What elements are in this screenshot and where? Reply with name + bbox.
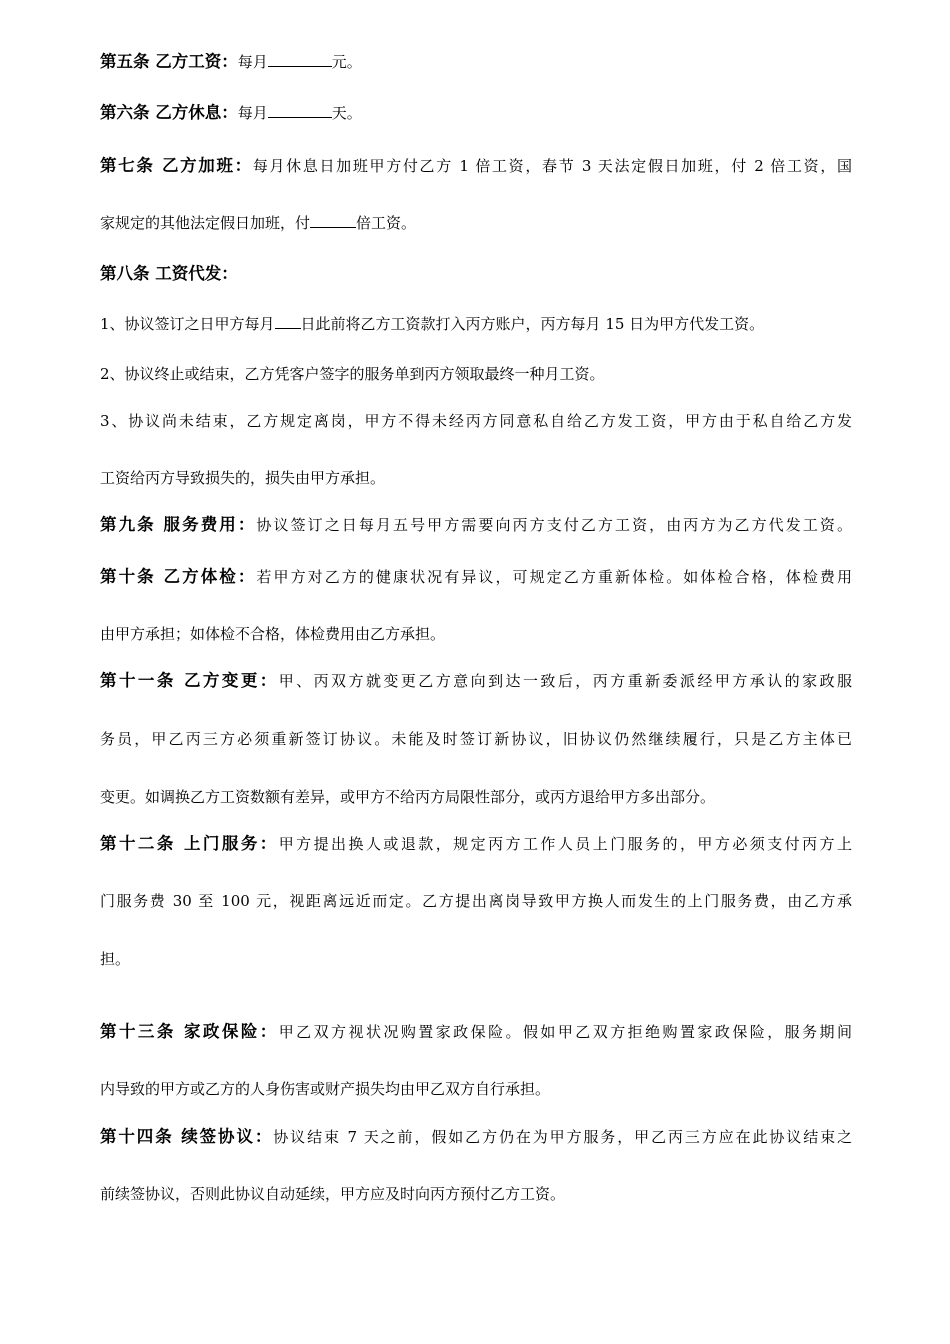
article-11-line-2: 务员，甲乙丙三方必须重新签订协议。未能及时签订新协议，旧协议仍然继续履行，只是乙方主体已 <box>100 730 852 748</box>
article-14-line-2: 前续签协议，否则此协议自动延续，甲方应及时向丙方预付乙方工资。 <box>100 1185 566 1203</box>
article-14-line-1 <box>100 1127 852 1147</box>
article-7-text-1: 每月休息日加班甲方付乙方 1 倍工资，春节 3 天法定假日加班，付 2 倍工资，国 <box>252 157 852 175</box>
overtime-multiplier-blank <box>310 213 356 228</box>
article-8-item-1a: 1、协议签订之日甲方每月 <box>100 315 275 333</box>
article-6-text-1: 每月 <box>237 104 268 122</box>
transfer-day-blank <box>275 314 301 329</box>
article-12-text-1: 甲方提出换人或退款，规定丙方工作人员上门服务的，甲方必须支付丙方上 <box>278 835 852 853</box>
article-7-text-2b: 倍工资。 <box>356 214 417 232</box>
article-10-line-2: 由甲方承担；如体检不合格，体检费用由乙方承担。 <box>100 625 446 643</box>
article-8 <box>100 264 852 284</box>
article-5-text-1: 每月 <box>237 53 268 71</box>
article-8-item-3-line-2: 工资给丙方导致损失的，损失由甲方承担。 <box>100 469 386 487</box>
article-14-text-1: 协议结束 7 天之前，假如乙方仍在为甲方服务，甲乙丙三方应在此协议结束之 <box>273 1128 852 1146</box>
salary-blank <box>268 52 332 67</box>
article-6-text-2: 天。 <box>331 104 362 122</box>
article-7-title: 第七条 乙方加班： <box>100 156 253 175</box>
article-13-title: 第十三条 家政保险： <box>100 1022 279 1041</box>
article-8-item-2: 2、协议终止或结束，乙方凭客户签字的服务单到丙方领取最终一种月工资。 <box>100 365 605 383</box>
article-12-title: 第十二条 上门服务： <box>100 834 279 853</box>
article-12-line-3: 担。 <box>100 950 131 968</box>
article-11-line-3: 变更。如调换乙方工资数额有差异，或甲方不给丙方局限性部分，或丙方退给甲方多出部分。 <box>100 788 716 806</box>
article-11-text-1: 甲、丙双方就变更乙方意向到达一致后，丙方重新委派经甲方承认的家政服 <box>278 672 852 690</box>
article-10-line-1 <box>100 567 852 587</box>
article-11-title: 第十一条 乙方变更： <box>100 671 279 690</box>
article-13-line-1 <box>100 1022 852 1042</box>
article-8-item-3-line-1: 3、协议尚未结束，乙方规定离岗，甲方不得未经丙方同意私自给乙方发工资，甲方由于私自给乙方发 <box>100 412 852 430</box>
article-5-title: 第五条 乙方工资： <box>100 52 238 71</box>
article-6 <box>100 103 852 123</box>
article-8-item-1 <box>100 314 852 334</box>
article-5-text-2: 元。 <box>331 53 362 71</box>
article-12-line-1 <box>100 834 852 854</box>
article-9 <box>100 515 852 535</box>
article-7-line-2 <box>100 213 852 233</box>
rest-days-blank <box>268 103 332 118</box>
article-12-line-2: 门服务费 30 至 100 元，视距离远近而定。乙方提出离岗导致甲方换人而发生的上门服务费，由乙方承 <box>100 892 852 910</box>
article-8-title: 第八条 工资代发： <box>100 264 238 283</box>
article-7-text-2a: 家规定的其他法定假日加班，付 <box>100 214 311 232</box>
article-7-line-1 <box>100 156 852 176</box>
article-13-text-1: 甲乙双方视状况购置家政保险。假如甲乙双方拒绝购置家政保险，服务期间 <box>278 1023 852 1041</box>
article-6-title: 第六条 乙方休息： <box>100 103 238 122</box>
article-9-text: 协议签订之日每月五号甲方需要向丙方支付乙方工资，由丙方为乙方代发工资。 <box>256 516 852 534</box>
article-13-line-2: 内导致的甲方或乙方的人身伤害或财产损失均由甲乙双方自行承担。 <box>100 1080 551 1098</box>
article-8-item-1b: 日此前将乙方工资款打入丙方账户，丙方每月 15 日为甲方代发工资。 <box>300 315 765 333</box>
article-9-title: 第九条 服务费用： <box>100 515 257 534</box>
article-14-title: 第十四条 续签协议： <box>100 1127 274 1146</box>
article-10-title: 第十条 乙方体检： <box>100 567 257 586</box>
article-10-text-1: 若甲方对乙方的健康状况有异议，可规定乙方重新体检。如体检合格，体检费用 <box>256 568 852 586</box>
article-5 <box>100 52 852 72</box>
article-11-line-1 <box>100 671 852 691</box>
